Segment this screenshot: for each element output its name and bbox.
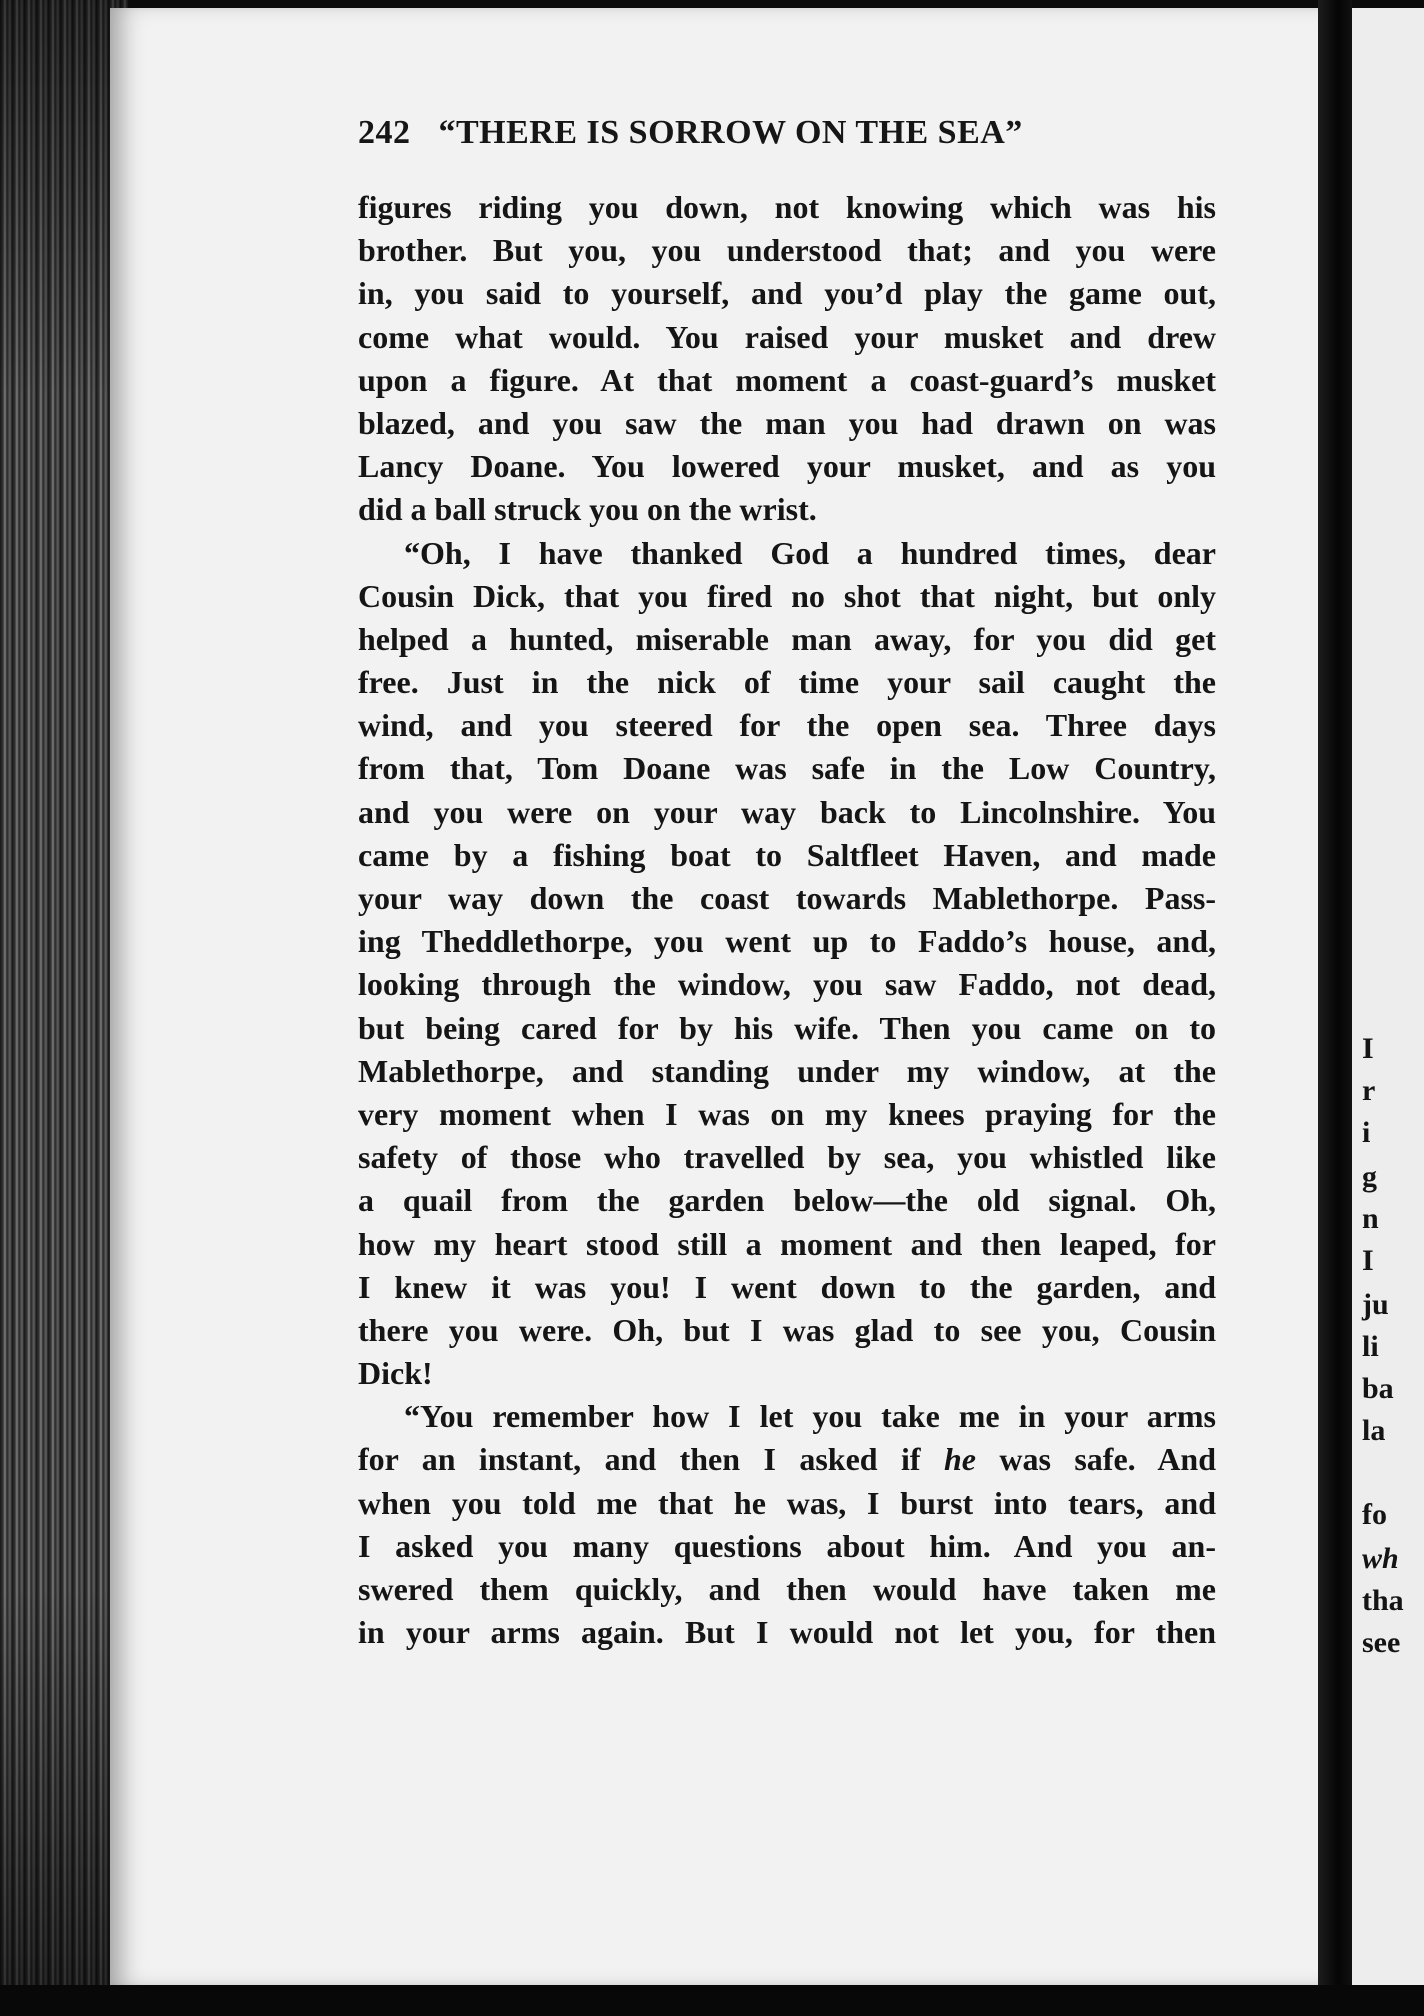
text-line: in your arms again. But I would not let you, for then — [358, 1614, 1216, 1651]
text-line: “Oh, I have thanked God a hundred times, dear — [404, 534, 1216, 571]
facing-fragment: ju — [1362, 1288, 1389, 1321]
facing-fragment: i — [1362, 1116, 1371, 1149]
text-segment: for an instant, and then I asked if — [358, 1441, 921, 1478]
text-line: Dick! — [358, 1355, 433, 1392]
facing-fragment: r — [1362, 1074, 1376, 1107]
text-line: in, you said to yourself, and you’d play the game out, — [358, 275, 1216, 312]
facing-fragment: see — [1362, 1626, 1401, 1659]
facing-fragment: tha — [1362, 1584, 1404, 1617]
text-line: a quail from the garden below—the old signal. Oh, — [358, 1182, 1216, 1219]
book-gutter — [1318, 0, 1352, 2016]
text-line: there you were. Oh, but I was glad to see you, Cousin — [358, 1311, 1216, 1348]
facing-fragment: n — [1362, 1202, 1379, 1235]
text-line: came by a fishing boat to Saltfleet Haven, and made — [358, 836, 1216, 873]
facing-fragment: g — [1362, 1160, 1377, 1193]
facing-fragment: wh — [1362, 1542, 1399, 1575]
emphasis-he: he — [943, 1441, 976, 1478]
text-line: free. Just in the nick of time your sail caught the — [358, 664, 1216, 701]
facing-page-edge — [1352, 8, 1424, 1985]
text-line: but being cared for by his wife. Then you came on to — [358, 1009, 1216, 1046]
facing-fragment: li — [1362, 1330, 1379, 1363]
facing-fragment: la — [1362, 1414, 1386, 1447]
body-text — [358, 186, 1216, 1654]
text-line: wind, and you steered for the open sea. Three days — [358, 707, 1216, 744]
text-line: come what would. You raised your musket and drew — [358, 318, 1216, 355]
text-line: I asked you many questions about him. And you an- — [358, 1527, 1216, 1564]
text-segment: was safe. And — [999, 1441, 1217, 1478]
text-line: your way down the coast towards Mablethorpe. Pass- — [358, 880, 1216, 916]
text-line: safety of those who travelled by sea, you whistled like — [358, 1139, 1216, 1176]
text-line: how my heart stood still a moment and then leaped, for — [358, 1225, 1216, 1262]
text-line: upon a figure. At that moment a coast-guard’s musket — [358, 361, 1216, 398]
facing-fragment: I — [1362, 1032, 1374, 1065]
facing-fragment: I — [1362, 1244, 1374, 1277]
text-line: when you told me that he was, I burst into tears, and — [358, 1484, 1216, 1521]
text-line: from that, Tom Doane was safe in the Low Country, — [358, 750, 1216, 787]
text-line — [358, 1438, 1216, 1481]
text-line: Lancy Doane. You lowered your musket, and as you — [358, 448, 1216, 485]
text-line: Cousin Dick, that you fired no shot that night, but only — [358, 577, 1216, 614]
text-line: did a ball struck you on the wrist. — [358, 491, 817, 528]
text-line: Mablethorpe, and standing under my window, at the — [358, 1052, 1216, 1089]
running-title: “THERE IS SORROW ON THE SEA” — [438, 114, 1023, 151]
running-head — [358, 114, 1218, 164]
text-line: looking through the window, you saw Faddo, not dead, — [358, 966, 1216, 1003]
text-line: brother. But you, you understood that; and you were — [358, 232, 1216, 269]
text-line: helped a hunted, miserable man away, for you did get — [358, 620, 1216, 657]
text-line: I knew it was you! I went down to the garden, and — [358, 1268, 1216, 1305]
text-line: figures riding you down, not knowing which was his — [358, 189, 1216, 225]
text-line: very moment when I was on my knees praying for the — [358, 1095, 1216, 1132]
page-number: 242 — [358, 114, 411, 151]
scan-bottom-margin — [0, 1985, 1424, 2016]
text-line: and you were on your way back to Lincolnshire. You — [358, 793, 1216, 830]
page-edge-stack — [0, 0, 128, 1985]
text-line: ing Theddlethorpe, you went up to Faddo’s house, and, — [358, 923, 1216, 960]
text-line: blazed, and you saw the man you had drawn on was — [358, 404, 1216, 441]
facing-fragment: fo — [1362, 1498, 1387, 1531]
facing-fragment: ba — [1362, 1372, 1394, 1405]
text-line: swered them quickly, and then would have taken me — [358, 1571, 1216, 1607]
text-line: “You remember how I let you take me in your arms — [404, 1398, 1216, 1435]
